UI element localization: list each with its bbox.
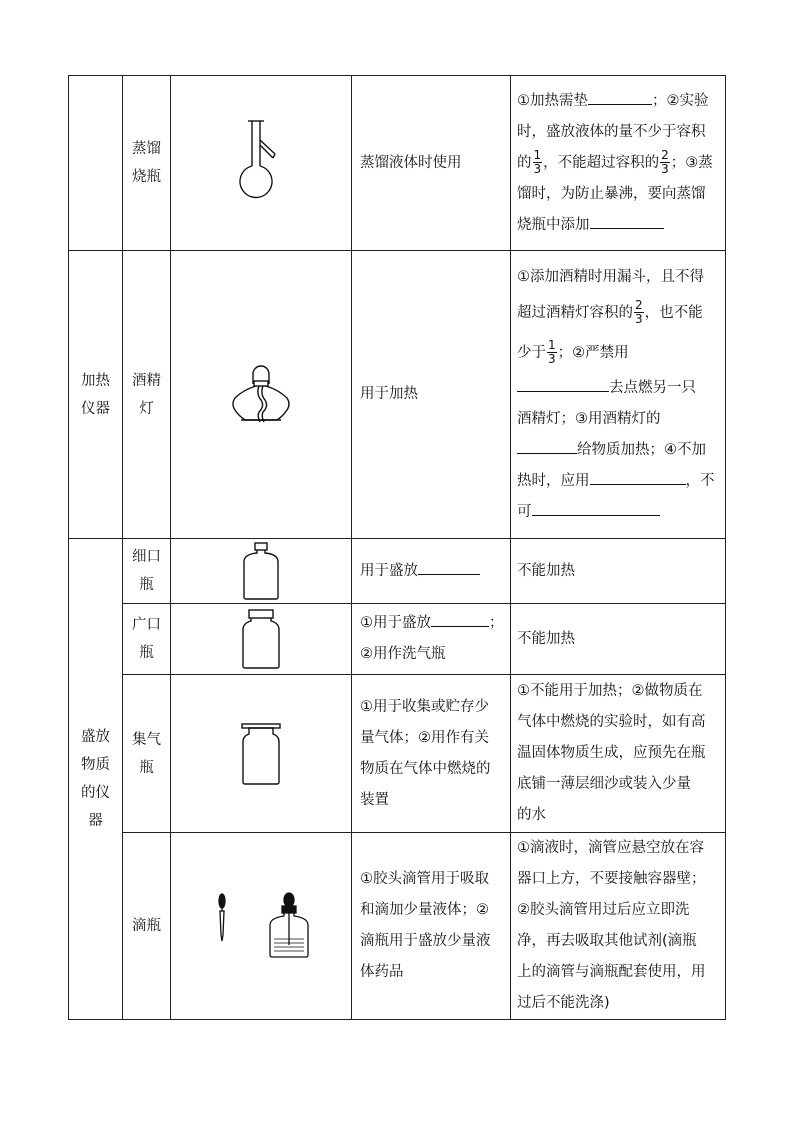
use-cell: 用于加热 bbox=[352, 251, 511, 539]
row-alcohol-lamp bbox=[69, 251, 726, 539]
alcohol-lamp-icon bbox=[229, 364, 293, 426]
instrument-name: 广口 瓶 bbox=[123, 604, 171, 675]
note-cell: ①加热需垫 ；②实验 时，盛放液体的量不少于容积 的 $\frac{1}{3}$ ，不能超过容积的 $\frac{2}{3}$ ；③蒸 馏时，为防止暴沸，要向蒸馏 烧瓶中添加 bbox=[511, 76, 726, 251]
use-cell: ①用于收集或贮存少 量气体；②用作有关 物质在气体中燃烧的 装置 bbox=[352, 675, 511, 833]
narrow-bottle-figure bbox=[171, 539, 352, 604]
wide-bottle-figure bbox=[171, 604, 352, 675]
note-cell: 不能加热 bbox=[511, 604, 726, 675]
apparatus-table bbox=[68, 75, 726, 1020]
row-gas-jar bbox=[69, 675, 726, 833]
gas-jar-icon bbox=[239, 722, 283, 786]
dropper-and-bottle-icon bbox=[206, 891, 316, 961]
category-cell-empty bbox=[69, 76, 123, 251]
note-cell: ①不能用于加热；②做物质在 气体中燃烧的实验时，如有高 温固体物质生成，应预先在瓶 底铺一薄层细沙或装入少量 的水 bbox=[511, 675, 726, 833]
row-distillation-flask bbox=[69, 76, 726, 251]
use-cell: 用于盛放 bbox=[352, 539, 511, 604]
distillation-flask-icon bbox=[231, 118, 291, 208]
row-narrow-bottle bbox=[69, 539, 726, 604]
wide-mouth-bottle-icon bbox=[240, 608, 282, 670]
gas-jar-figure bbox=[171, 675, 352, 833]
alcohol-lamp-figure bbox=[171, 251, 352, 539]
note-cell: ①添加酒精时用漏斗，且不得 超过酒精灯容积的 $\frac{2}{3}$ ，也不能 少于 $\frac{1}{3}$ ；②严禁用 去点燃另一只 酒精灯；③用酒精灯的 给物质加热；④不加 热时，应用 ，不 可 bbox=[511, 251, 726, 539]
category-storage: 盛放 物质 的仪 器 bbox=[69, 539, 123, 1020]
use-cell: 蒸馏液体时使用 bbox=[352, 76, 511, 251]
use-cell: ①用于盛放 ； ②用作洗气瓶 bbox=[352, 604, 511, 675]
distillation-flask-figure bbox=[171, 76, 352, 251]
instrument-name: 集气 瓶 bbox=[123, 675, 171, 833]
dropper-figure bbox=[171, 833, 352, 1020]
instrument-name: 酒精 灯 bbox=[123, 251, 171, 539]
instrument-name: 蒸馏 烧瓶 bbox=[123, 76, 171, 251]
category-heating: 加热 仪器 bbox=[69, 251, 123, 539]
instrument-name: 细口 瓶 bbox=[123, 539, 171, 604]
note-cell: ①滴液时，滴管应悬空放在容 器口上方，不要接触容器壁； ②胶头滴管用过后应立即洗 净，再去吸取其他试剂(滴瓶 上的滴管与滴瓶配套使用，用 过后不能洗涤) bbox=[511, 833, 726, 1020]
use-cell: ①胶头滴管用于吸取 和滴加少量液体；② 滴瓶用于盛放少量液 体药品 bbox=[352, 833, 511, 1020]
row-dropper-bottle bbox=[69, 833, 726, 1020]
note-cell: 不能加热 bbox=[511, 539, 726, 604]
narrow-mouth-bottle-icon bbox=[241, 541, 281, 601]
instrument-name: 滴瓶 bbox=[123, 833, 171, 1020]
row-wide-bottle bbox=[69, 604, 726, 675]
